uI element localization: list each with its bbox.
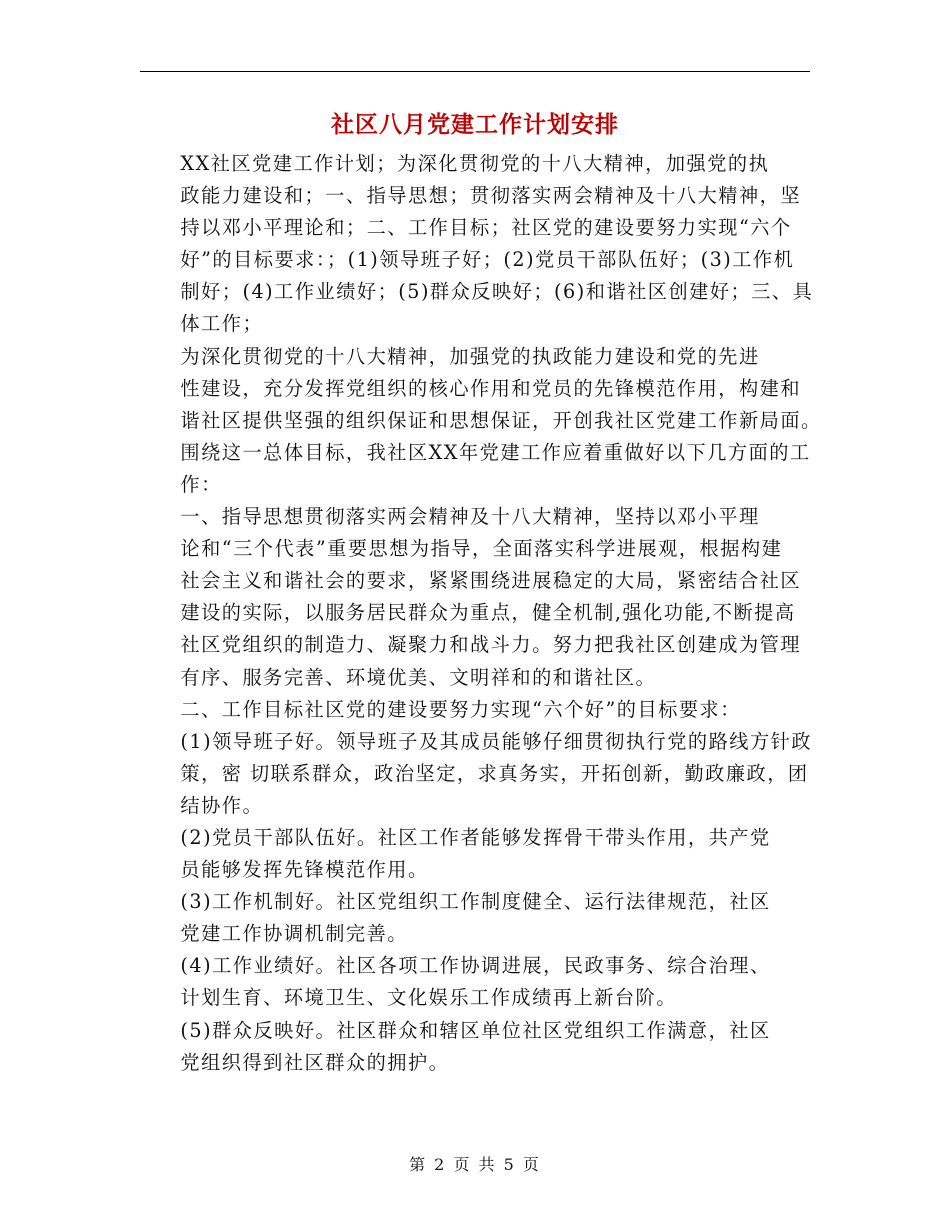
text-line: 论和“三个代表”重要思想为指导，全面落实科学进展观，根据构建	[180, 537, 783, 561]
header-rule	[140, 71, 810, 72]
text-line: 建设的实际，以服务居民群众为重点，健全机制,强化功能,不断提高	[180, 601, 796, 625]
text-line: 为深化贯彻党的十八大精神，加强党的执政能力建设和党的先进	[180, 344, 760, 368]
text-line: (2)党员干部队伍好。社区工作者能够发挥骨干带头作用，共产党	[180, 825, 771, 849]
text-line: 策，密 切联系群众，政治坚定，求真务实，开拓创新，勤政廉政，团	[180, 761, 809, 785]
text-line: (5)群众反映好。社区群众和辖区单位社区党组织工作满意，社区	[180, 1018, 771, 1042]
paragraph	[142, 341, 822, 501]
paragraph	[142, 694, 812, 822]
text-line: 党组织得到社区群众的拥护。	[180, 1050, 450, 1074]
text-line: 政能力建设和；一、指导思想；贯彻落实两会精神及十八大精神，坚	[180, 184, 802, 208]
text-line: 作：	[180, 472, 222, 496]
text-line: 体工作；	[180, 312, 264, 336]
text-line: (4)工作业绩好。社区各项工作协调进展，民政事务、综合治理、	[180, 954, 771, 978]
paragraph	[142, 1015, 812, 1079]
page-number-footer: 第 2 页 共 5 页	[409, 1155, 541, 1174]
paragraph	[142, 501, 812, 694]
text-line: 持以邓小平理论和；二、工作目标；社区党的建设要努力实现“六个	[180, 216, 792, 240]
text-line: (1)领导班子好。领导班子及其成员能够仔细贯彻执行党的路线方针政	[180, 729, 813, 753]
text-line: 员能够发挥先锋模范作用。	[180, 858, 429, 882]
text-line: 党建工作协调机制完善。	[180, 922, 408, 946]
text-line: 围绕这一总体目标，我社区XX年党建工作应着重做好以下几方面的工	[180, 440, 811, 464]
text-line: 社区党组织的制造力、凝聚力和战斗力。努力把我社区创建成为管理	[180, 633, 802, 657]
paragraph	[142, 148, 812, 341]
text-line: 好”的目标要求：；(1)领导班子好；(2)党员干部队伍好；(3)工作机	[180, 248, 795, 272]
text-line: 谐社区提供坚强的组织保证和思想保证，开创我社区党建工作新局面。	[180, 408, 822, 432]
text-line: 社会主义和谐社会的要求，紧紧围绕进展稳定的大局，紧密结合社区	[180, 569, 802, 593]
paragraph	[142, 950, 812, 1014]
text-line: 制好；(4)工作业绩好；(5)群众反映好；(6)和谐社区创建好；三、具	[180, 280, 814, 304]
paragraph	[142, 886, 812, 950]
text-line: 结协作。	[180, 793, 264, 817]
text-line: (3)工作机制好。社区党组织工作制度健全、运行法律规范，社区	[180, 890, 771, 914]
document-body	[142, 148, 822, 1079]
text-line: XX社区党建工作计划；为深化贯彻党的十八大精神，加强党的执	[180, 152, 770, 175]
text-line: 性建设，充分发挥党组织的核心作用和党员的先锋模范作用，构建和	[180, 376, 802, 400]
text-line: 一、指导思想贯彻落实两会精神及十八大精神，坚持以邓小平理	[180, 505, 760, 529]
document-title: 社区八月党建工作计划安排	[331, 111, 619, 138]
paragraph	[142, 822, 812, 886]
text-line: 计划生育、环境卫生、文化娱乐工作成绩再上新台阶。	[180, 986, 677, 1010]
text-line: 二、工作目标社区党的建设要努力实现“六个好”的目标要求：	[180, 697, 741, 721]
text-line: 有序、服务完善、环境优美、文明祥和的和谐社区。	[180, 665, 657, 689]
